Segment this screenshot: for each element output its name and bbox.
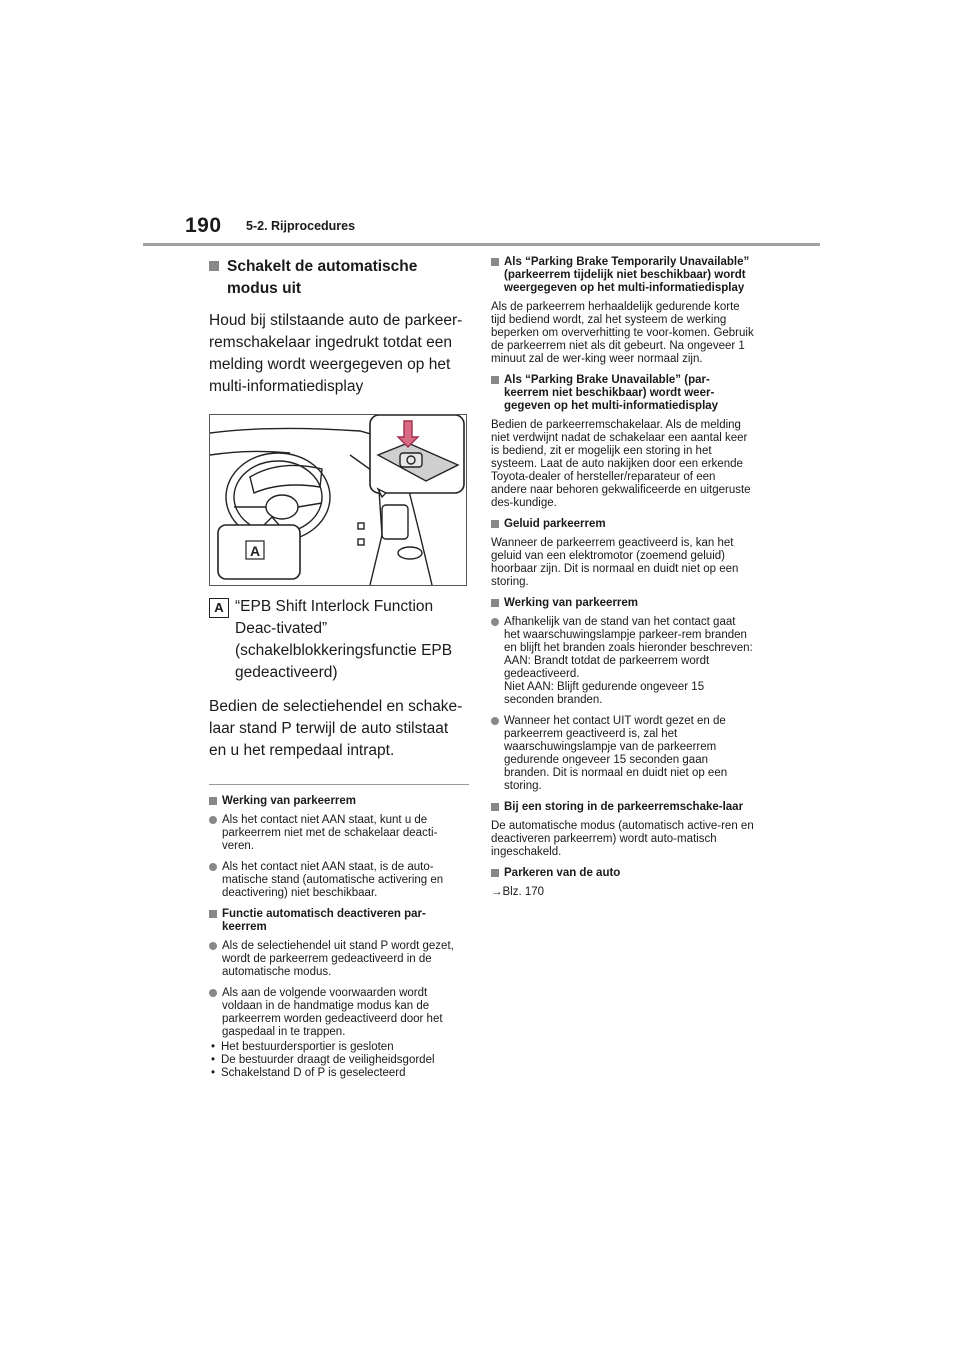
parking-brake-switch-illustration [209, 414, 467, 586]
square-bullet-icon [491, 376, 499, 384]
list-item: • De bestuurder draagt de veiligheidsgordel [209, 1054, 469, 1067]
square-bullet-icon [491, 258, 499, 266]
intro-text: Houd bij stilstaande auto de parkeer-remschakelaar ingedrukt totdat een melding wordt weergegeven op het multi-informatiedisplay [209, 312, 463, 395]
note-heading: Bij een storing in de parkeerremschake-laar [491, 801, 754, 814]
list-item: • Schakelstand D of P is geselecteerd [209, 1067, 469, 1080]
square-bullet-icon [209, 797, 217, 805]
note-bullet: Als aan de volgende voorwaarden wordt voldaan in de handmatige modus kan de parkeerrem worden gedeactiveerd door het gaspedaal in te trappen. [209, 987, 469, 1039]
list-item: • Het bestuurdersportier is gesloten [209, 1041, 469, 1054]
left-column [209, 256, 469, 1088]
round-bullet-icon [491, 717, 499, 725]
page-reference-link[interactable]: →Blz. 170 [491, 886, 545, 898]
after-callout-text: Bedien de selectiehendel en schake-laar stand P terwijl de auto stilstaat en u het rempedaal intrapt. [209, 698, 463, 759]
round-bullet-icon [209, 989, 217, 997]
dashboard-drawing [210, 415, 466, 585]
note-bullet: Als het contact niet AAN staat, is de auto-matische stand (automatische activering en deactivering) niet beschikbaar. [209, 861, 469, 900]
square-bullet-icon [491, 869, 499, 877]
note-bullet: Als het contact niet AAN staat, kunt u de parkeerrem niet met de schakelaar deacti-veren. [209, 814, 469, 853]
section-title: 5-2. Rijprocedures [246, 219, 356, 233]
right-column [491, 256, 754, 907]
note-text: Wanneer de parkeerrem geactiveerd is, kan het geluid van een elektromotor (zoemend geluid) hoorbaar zijn. Dit is normaal en duidt niet op een storing. [491, 537, 739, 588]
main-heading [209, 256, 469, 300]
header-rule [143, 243, 820, 246]
page-number: 190 [185, 214, 222, 237]
note-heading: Werking van parkeerrem [209, 795, 469, 808]
main-heading-text: Schakelt de automatische modus uit [227, 258, 418, 297]
note-bullet: Afhankelijk van de stand van het contact gaat het waarschuwingslampje parkeer-rem branden en blijft het branden zoals hieronder beschreven: AAN: Brandt totdat de parkeerrem wordt gedeactiveerd. Niet AAN: Blijft gedurende ongeveer 15 seconden branden. [491, 616, 754, 707]
section-divider [209, 784, 469, 785]
callout-text: “EPB Shift Interlock Function Deac-tivated” (schakelblokkeringsfunctie EPB gedeactiveerd) [235, 598, 453, 681]
callout-a [209, 596, 469, 684]
figure-label: A [249, 543, 261, 559]
note-heading: Werking van parkeerrem [491, 597, 754, 610]
note-heading: Functie automatisch deactiveren par-keerrem [209, 908, 469, 934]
square-bullet-icon [491, 599, 499, 607]
note-bullet: Wanneer het contact UIT wordt gezet en de parkeerrem geactiveerd is, zal het waarschuwingslampje van de parkeerrem gedurende ongeveer 15 seconden gaan branden. Dit is normaal en duidt niet op een storing. [491, 715, 754, 793]
round-bullet-icon [209, 863, 217, 871]
note-heading: Als “Parking Brake Unavailable” (par-keerrem niet beschikbaar) wordt weer-gegeven op het multi-informatiedisplay [491, 374, 754, 413]
note-bullet: Als de selectiehendel uit stand P wordt gezet, wordt de parkeerrem gedeactiveerd in de automatische modus. [209, 940, 469, 979]
conditions-list [209, 1041, 469, 1080]
note-text: Bedien de parkeerremschakelaar. Als de melding niet verdwijnt nadat de schakelaar een aantal keer is bediend, zit er mogelijk een storing in het systeem. Laat de auto nakijken door een erkende Toyota-dealer of hersteller/reparateur of een andere naar behoren gekwalificeerde en uitgeruste des-kundige. [491, 419, 751, 509]
note-heading: Als “Parking Brake Temporarily Unavailable” (parkeerrem tijdelijk niet beschikbaar) wordt weergegeven op het multi-informatiedisplay [491, 256, 754, 295]
square-bullet-icon [491, 520, 499, 528]
callout-badge: A [209, 598, 229, 618]
note-heading: Geluid parkeerrem [491, 518, 754, 531]
round-bullet-icon [209, 942, 217, 950]
round-bullet-icon [491, 618, 499, 626]
note-text: Als de parkeerrem herhaaldelijk gedurende korte tijd bediend wordt, zal het systeem de werking beperken om oververhitting te voor-komen. Gebruik de parkeerrem niet als dit gebeurt. Na ongeveer 1 minuut zal de wer-king weer normaal zijn. [491, 301, 754, 365]
note-heading: Parkeren van de auto [491, 867, 754, 880]
note-text: De automatische modus (automatisch active-ren en deactiveren parkeerrem) wordt auto-matisch ingeschakeld. [491, 820, 754, 858]
round-bullet-icon [209, 816, 217, 824]
square-bullet-icon [491, 803, 499, 811]
square-bullet-icon [209, 261, 219, 271]
square-bullet-icon [209, 910, 217, 918]
